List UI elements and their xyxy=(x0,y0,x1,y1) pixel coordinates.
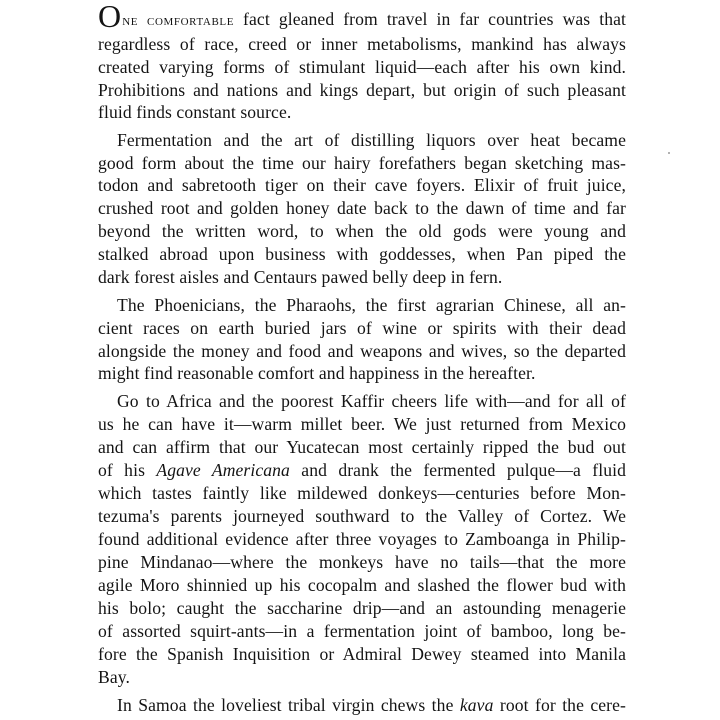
paper-speck xyxy=(668,152,670,154)
text-line: might find reasonable comfort and happiness in the hereafter. xyxy=(98,363,536,383)
text-line: Bay. xyxy=(98,667,130,687)
text-line: which tastes faintly like mildewed donkeys—centuries before Mon- xyxy=(98,483,626,503)
italic-term: Agave Americana xyxy=(156,460,290,480)
text-line: todon and sabretooth tiger on their cave foyers. Elixir of fruit juice, xyxy=(98,175,626,195)
text-line: his bolo; caught the saccharine drip—and an astounding menagerie xyxy=(98,598,626,618)
italic-term: kava xyxy=(459,695,494,715)
text-line: agile Moro shinnied up his cocopalm and slashed the flower bud with xyxy=(98,575,626,595)
text-line: and can affirm that our Yucatecan most certainly ripped the bud out xyxy=(98,437,626,457)
text-line: of assorted squirt-ants—in a fermentation joint of bamboo, long be- xyxy=(98,621,626,641)
text-line: us he can have it—warm millet beer. We just returned from Mexico xyxy=(98,414,626,434)
text-line: One comfortable fact gleaned from travel in far countries was that xyxy=(98,0,627,34)
text-line: pine Mindanao—where the monkeys have no tails—that the more xyxy=(98,552,626,572)
text-line: stalked abroad upon business with goddesses, when Pan piped the xyxy=(98,244,626,264)
text-line: created varying forms of stimulant liquid—each after his own kind. xyxy=(98,57,626,77)
text-line: of his Agave Americana and drank the fermented pulque—a fluid xyxy=(98,460,627,480)
text-line: good form about the time our hairy forefathers began sketching mas- xyxy=(98,153,626,173)
lead-small-caps: ne comfortable xyxy=(122,12,235,29)
text-line: fluid finds constant source. xyxy=(98,102,292,122)
text-line: alongside the money and food and weapons and wives, so the departed xyxy=(98,341,626,361)
text-line: beyond the written word, to when the old gods were young and xyxy=(98,221,626,241)
text-line: regardless of race, creed or inner metabolisms, mankind has always xyxy=(98,34,626,54)
text-line: found additional evidence after three voyages to Zamboanga in Philip- xyxy=(98,529,626,549)
text-line: tezuma's parents journeyed southward to the Valley of Cortez. We xyxy=(98,506,626,526)
text-line: In Samoa the loveliest tribal virgin chews the kava root for the cere- xyxy=(117,695,627,715)
text-line: Prohibitions and nations and kings depart, but origin of such pleasant xyxy=(98,80,626,100)
text-line: dark forest aisles and Centaurs pawed belly deep in fern. xyxy=(98,267,503,287)
drop-cap: O xyxy=(98,0,122,34)
text-line: Go to Africa and the poorest Kaffir cheers life with—and for all of xyxy=(117,391,626,411)
text-line: Fermentation and the art of distilling liquors over heat became xyxy=(117,130,626,150)
text-line: crushed root and golden honey date back to the dawn of time and far xyxy=(98,198,626,218)
text-line: The Phoenicians, the Pharaohs, the first agrarian Chinese, all an- xyxy=(117,295,626,315)
text-line: cient races on earth buried jars of wine or spirits with their dead xyxy=(98,318,626,338)
text-line: fore the Spanish Inquisition or Admiral Dewey steamed into Manila xyxy=(98,644,626,664)
